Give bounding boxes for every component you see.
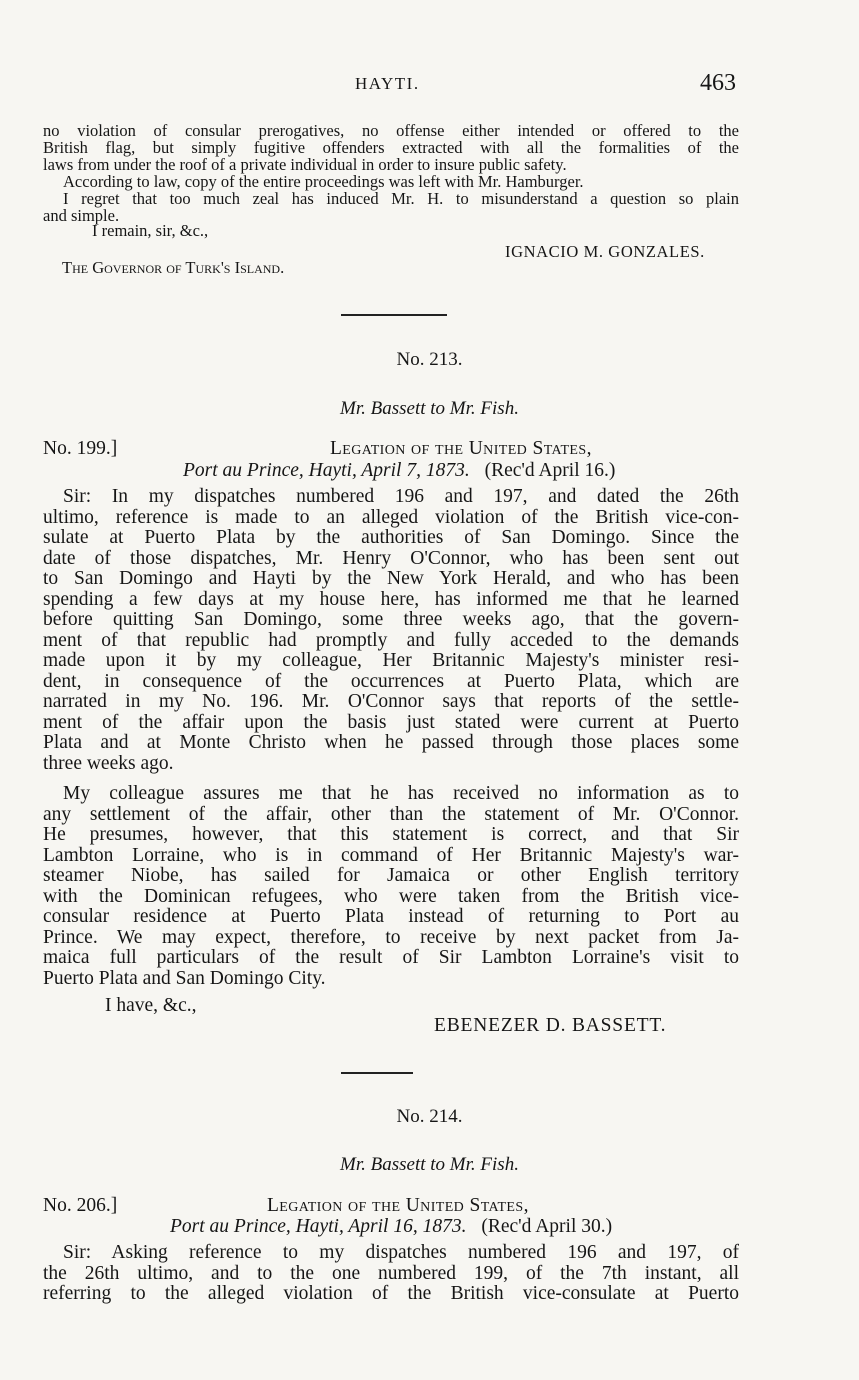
text-line: ultimo, reference is made to an alleged violation of the British vice-con-: [43, 506, 739, 528]
document-title: Mr. Bassett to Mr. Fish.: [340, 398, 519, 419]
text-line: Sir: Asking reference to my dispatches numbered 196 and 197, of: [63, 1242, 739, 1263]
text-line: ment of that republic had promptly and fully acceded to the demands: [43, 629, 739, 651]
text-line: narrated in my No. 196. Mr. O'Connor says that reports of the settle-: [43, 691, 739, 712]
body-paragraph: [43, 487, 739, 774]
text-line: to San Domingo and Hayti by the New York Herald, and who has been: [43, 568, 739, 589]
text-line: laws from under the roof of a private individual in order to insure public safety.: [43, 155, 567, 174]
place-date: Port au Prince, Hayti, April 7, 1873.: [183, 460, 470, 481]
document-number: No. 214.: [396, 1106, 463, 1127]
received-date: (Rec'd April 16.): [484, 460, 616, 481]
body-paragraph: [43, 784, 739, 989]
text-line: Lambton Lorraine, who is in command of Her Britannic Majesty's war-: [43, 844, 739, 866]
text-line: three weeks ago.: [43, 752, 174, 774]
legation-heading: Legation of the United States,: [330, 438, 592, 459]
body-paragraph: [43, 1243, 739, 1305]
text-line: date of those dispatches, Mr. Henry O'Connor, who has been sent out: [43, 547, 739, 569]
text-line: with the Dominican refugees, who were taken from the British vice-: [43, 885, 739, 907]
prior-letter-paragraph: [43, 122, 739, 173]
law-line: According to law, copy of the entire proceedings was left with Mr. Hamburger.: [63, 172, 584, 191]
closing-line: I remain, sir, &c.,: [92, 221, 209, 240]
legation-heading: Legation of the United States,: [267, 1195, 529, 1216]
text-line: made upon it by my colleague, Her Britannic Majesty's minister resi-: [43, 650, 739, 671]
text-line: before quitting San Domingo, some three weeks ago, that the govern-: [43, 609, 739, 630]
page-number: 463: [700, 70, 736, 96]
received-date: (Rec'd April 30.): [481, 1216, 613, 1237]
document-number: No. 213.: [396, 349, 463, 370]
text-line: Puerto Plata and San Domingo City.: [43, 967, 326, 989]
text-line: Sir: In my dispatches numbered 196 and 197, and dated the 26th: [63, 486, 739, 507]
dispatch-reference: No. 199.]: [43, 438, 118, 459]
closing-line: I have, &c.,: [105, 995, 197, 1016]
text-line: any settlement of the affair, other than the statement of Mr. O'Connor.: [43, 803, 739, 825]
place-date: Port au Prince, Hayti, April 16, 1873.: [170, 1216, 467, 1237]
text-line: He presumes, however, that this statement is correct, and that Sir: [43, 824, 739, 845]
section-divider: [341, 1072, 413, 1074]
text-line: British flag, but simply fugitive offenders extracted with all the formalities of the: [43, 138, 739, 157]
text-line: no violation of consular prerogatives, no offense either intended or offered to the: [43, 121, 739, 140]
document-title: Mr. Bassett to Mr. Fish.: [340, 1154, 519, 1175]
text-line: Prince. We may expect, therefore, to receive by next packet from Ja-: [43, 926, 739, 948]
addressee: The Governor of Turk's Island.: [62, 258, 285, 277]
dateline: [170, 1217, 612, 1238]
dateline: [183, 461, 615, 482]
section-divider: [341, 314, 447, 316]
text-line: spending a few days at my house here, has informed me that he learned: [43, 588, 739, 610]
text-line: the 26th ultimo, and to the one numbered 199, of the 7th instant, all: [43, 1262, 739, 1284]
running-head: HAYTI.: [355, 74, 420, 93]
dispatch-reference: No. 206.]: [43, 1195, 118, 1216]
regret-paragraph: [43, 190, 739, 224]
text-line: ment of the affair upon the basis just stated were current at Puerto: [43, 711, 739, 733]
signature: EBENEZER D. BASSETT.: [434, 1015, 667, 1036]
text-line: My colleague assures me that he has received no information as to: [63, 783, 739, 804]
text-line: Plata and at Monte Christo when he passed through those places some: [43, 732, 739, 753]
text-line: maica full particulars of the result of Sir Lambton Lorraine's visit to: [43, 947, 739, 968]
text-line: sulate at Puerto Plata by the authorities of San Domingo. Since the: [43, 527, 739, 548]
text-line: consular residence at Puerto Plata instead of returning to Port au: [43, 906, 739, 927]
text-line: dent, in consequence of the occurrences at Puerto Plata, which are: [43, 670, 739, 692]
signature: IGNACIO M. GONZALES.: [505, 242, 705, 261]
text-line: and simple.: [43, 206, 120, 225]
text-line: I regret that too much zeal has induced Mr. H. to misunderstand a question so plain: [63, 189, 739, 208]
text-line: referring to the alleged violation of the British vice-consulate at Puerto: [43, 1283, 739, 1304]
text-line: steamer Niobe, has sailed for Jamaica or other English territory: [43, 865, 739, 886]
